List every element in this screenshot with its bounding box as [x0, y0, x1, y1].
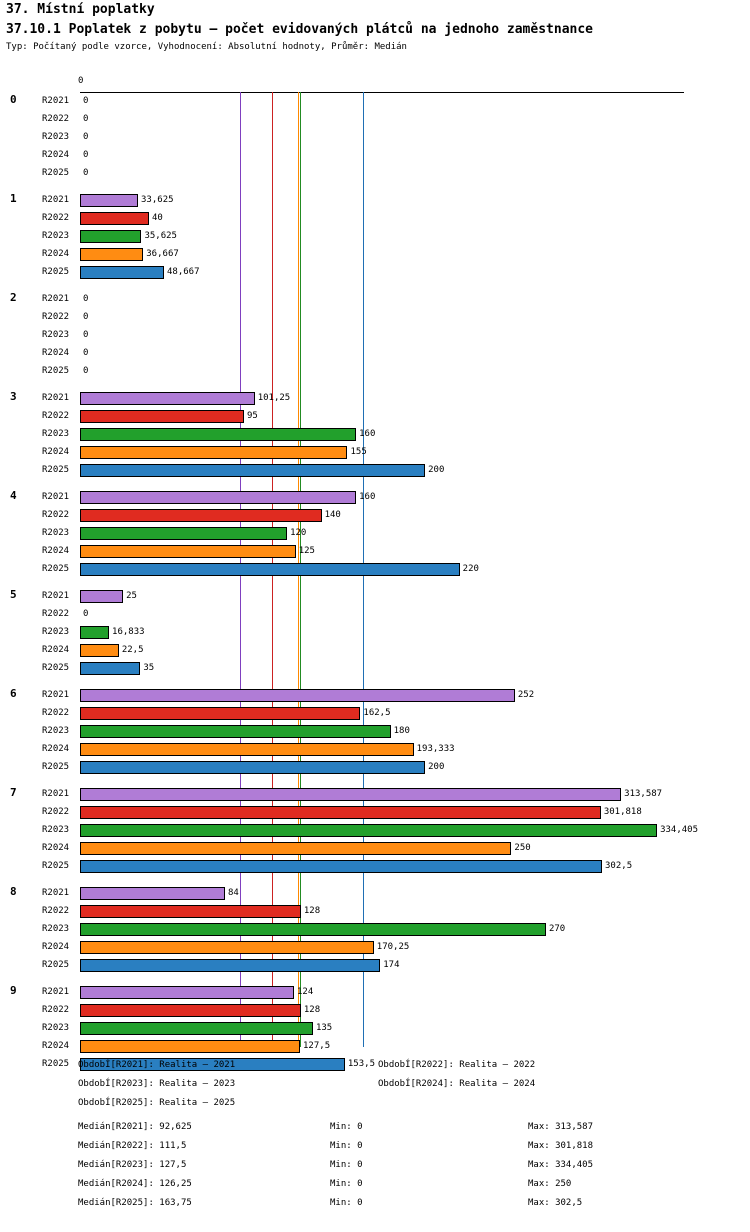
stats-row: [0, 1141, 750, 1160]
chart-row: [0, 938, 750, 956]
row-label-r2023: R2023: [42, 330, 70, 340]
bar-value-label: 128: [303, 1005, 321, 1015]
bar-value-label: 0: [83, 609, 89, 619]
bar-r2023: [80, 428, 356, 441]
chart-row: [0, 290, 750, 308]
row-label-r2022: R2022: [42, 807, 70, 817]
bar-r2024: [80, 446, 347, 459]
bar-r2024: [80, 743, 414, 756]
chart-row: [0, 839, 750, 857]
bar-r2023: [80, 527, 287, 540]
bar-value-label: 160: [359, 492, 376, 502]
bar-value-label: 125: [298, 546, 315, 556]
chart-row: [0, 263, 750, 281]
bar-value-label: 35: [143, 663, 155, 673]
bar-r2025: [80, 563, 460, 576]
row-label-r2024: R2024: [42, 546, 70, 556]
bar-r2021: [80, 986, 294, 999]
bar-value-label: 200: [428, 762, 445, 772]
chart-row: [0, 956, 750, 974]
bar-value-label: 128: [303, 906, 321, 916]
bar-r2022: [80, 1004, 301, 1017]
bar-value-label: 334,405: [660, 825, 699, 835]
row-label-r2024: R2024: [42, 942, 70, 952]
bar-r2021: [80, 194, 138, 207]
row-label-r2021: R2021: [42, 591, 70, 601]
chart-title: 37.10.1 Poplatek z pobytu – počet evidovaných plátců na jednoho zaměstnance: [6, 22, 593, 37]
bar-value-label: 127,5: [303, 1041, 331, 1051]
chart-row: [0, 902, 750, 920]
bar-value-label: 84: [227, 888, 239, 898]
bar-r2021: [80, 590, 123, 603]
bar-r2024: [80, 644, 119, 657]
chart-row: [0, 245, 750, 263]
chart-row: [0, 560, 750, 578]
group-label: 0: [10, 93, 17, 106]
chart-row: [0, 443, 750, 461]
row-label-r2025: R2025: [42, 465, 70, 475]
bar-value-label: 193,333: [416, 744, 455, 754]
row-label-r2021: R2021: [42, 393, 70, 403]
row-label-r2023: R2023: [42, 627, 70, 637]
bar-r2021: [80, 392, 255, 405]
bar-value-label: 250: [514, 843, 531, 853]
bar-value-label: 0: [83, 312, 89, 322]
legend-row: [0, 1079, 750, 1098]
bar-r2024: [80, 941, 374, 954]
row-label-r2023: R2023: [42, 726, 70, 736]
axis-zero-label: 0: [78, 76, 84, 86]
bar-value-label: 0: [83, 168, 89, 178]
group-label: 2: [10, 291, 17, 304]
bar-value-label: 0: [83, 366, 89, 376]
chart-row: [0, 227, 750, 245]
bar-r2022: [80, 905, 301, 918]
chart-row: [0, 803, 750, 821]
bar-r2024: [80, 842, 511, 855]
bar-value-label: 135: [315, 1023, 333, 1033]
chart-row: [0, 857, 750, 875]
bar-r2024: [80, 1040, 300, 1053]
bar-value-label: 101,25: [257, 393, 291, 403]
row-label-r2021: R2021: [42, 888, 70, 898]
bar-value-label: 33,625: [141, 195, 174, 205]
median-r2024: Medián[R2024]: 126,25: [78, 1179, 192, 1189]
row-label-r2021: R2021: [42, 96, 70, 106]
legend-item-r2023: ObdobÍ[R2023]: Realita – 2023: [78, 1079, 236, 1089]
bar-r2025: [80, 761, 425, 774]
chart-row: [0, 920, 750, 938]
group-label: 6: [10, 687, 17, 700]
row-label-r2024: R2024: [42, 249, 70, 259]
legend-item-r2022: ObdobÍ[R2022]: Realita – 2022: [378, 1060, 536, 1070]
chart-row: [0, 191, 750, 209]
chart-row: [0, 641, 750, 659]
row-label-r2025: R2025: [42, 861, 70, 871]
bar-value-label: 200: [428, 465, 445, 475]
row-label-r2024: R2024: [42, 150, 70, 160]
group-label: 3: [10, 390, 17, 403]
chart-row: [0, 785, 750, 803]
chart-row: [0, 623, 750, 641]
bar-value-label: 0: [83, 150, 89, 160]
chart-row: [0, 128, 750, 146]
row-label-r2024: R2024: [42, 447, 70, 457]
bar-value-label: 153,5: [347, 1059, 375, 1069]
row-label-r2023: R2023: [42, 231, 70, 241]
bar-value-label: 124: [296, 987, 314, 997]
bar-r2021: [80, 491, 356, 504]
group-label: 8: [10, 885, 17, 898]
bar-r2025: [80, 464, 425, 477]
row-label-r2025: R2025: [42, 267, 70, 277]
stats-row: [0, 1122, 750, 1141]
min-r2024: Min: 0: [330, 1179, 363, 1189]
min-r2021: Min: 0: [330, 1122, 363, 1132]
chart-row: [0, 605, 750, 623]
bar-r2025: [80, 860, 602, 873]
chart-row: [0, 326, 750, 344]
stats-block: [0, 1122, 750, 1217]
row-label-r2024: R2024: [42, 348, 70, 358]
legend-row: [0, 1098, 750, 1117]
row-label-r2025: R2025: [42, 762, 70, 772]
legend-row: [0, 1060, 750, 1079]
bar-value-label: 313,587: [624, 789, 663, 799]
row-label-r2022: R2022: [42, 708, 70, 718]
row-label-r2024: R2024: [42, 645, 70, 655]
legend-item-r2024: ObdobÍ[R2024]: Realita – 2024: [378, 1079, 536, 1089]
chart-row: [0, 425, 750, 443]
bar-value-label: 180: [393, 726, 410, 736]
bar-value-label: 48,667: [166, 267, 200, 277]
row-label-r2023: R2023: [42, 132, 70, 142]
min-r2022: Min: 0: [330, 1141, 363, 1151]
bar-value-label: 120: [290, 528, 307, 538]
chart-row: [0, 821, 750, 839]
row-label-r2022: R2022: [42, 411, 70, 421]
bar-value-label: 160: [359, 429, 376, 439]
bar-value-label: 0: [83, 294, 89, 304]
median-r2023: Medián[R2023]: 127,5: [78, 1160, 187, 1170]
chart-row: [0, 758, 750, 776]
group-label: 7: [10, 786, 17, 799]
row-label-r2024: R2024: [42, 843, 70, 853]
bar-r2022: [80, 212, 149, 225]
group-label: 5: [10, 588, 17, 601]
bar-r2022: [80, 806, 601, 819]
chart-row: [0, 146, 750, 164]
bar-r2025: [80, 959, 380, 972]
chart-row: [0, 704, 750, 722]
chart-row: [0, 389, 750, 407]
bar-r2025: [80, 266, 164, 279]
chart-row: [0, 209, 750, 227]
stats-row: [0, 1198, 750, 1217]
max-r2024: Max: 250: [528, 1179, 572, 1189]
chart-row: [0, 740, 750, 758]
bar-value-label: 174: [383, 960, 400, 970]
bar-r2024: [80, 545, 296, 558]
chart-row: [0, 344, 750, 362]
bar-value-label: 155: [350, 447, 367, 457]
bar-value-label: 220: [462, 564, 479, 574]
row-label-r2021: R2021: [42, 294, 70, 304]
min-r2023: Min: 0: [330, 1160, 363, 1170]
row-label-r2021: R2021: [42, 690, 70, 700]
bar-value-label: 0: [83, 96, 89, 106]
bar-value-label: 0: [83, 330, 89, 340]
bar-value-label: 40: [152, 213, 163, 223]
legend: [0, 1060, 750, 1117]
bar-r2024: [80, 248, 143, 261]
bar-r2022: [80, 509, 322, 522]
bar-value-label: 170,25: [376, 942, 410, 952]
row-label-r2022: R2022: [42, 1005, 70, 1015]
legend-item-r2025: ObdobÍ[R2025]: Realita – 2025: [78, 1098, 236, 1108]
bar-value-label: 36,667: [146, 249, 179, 259]
row-label-r2023: R2023: [42, 429, 70, 439]
bar-r2023: [80, 923, 546, 936]
row-label-r2021: R2021: [42, 987, 70, 997]
bar-r2023: [80, 230, 141, 243]
stats-row: [0, 1179, 750, 1198]
group-label: 4: [10, 489, 17, 502]
chart-row: [0, 488, 750, 506]
row-label-r2025: R2025: [42, 366, 70, 376]
row-label-r2022: R2022: [42, 906, 70, 916]
bar-value-label: 301,818: [603, 807, 642, 817]
max-r2021: Max: 313,587: [528, 1122, 594, 1132]
chart-row: [0, 407, 750, 425]
row-label-r2022: R2022: [42, 312, 70, 322]
bar-r2023: [80, 1022, 313, 1035]
chart-row: [0, 1037, 750, 1055]
bar-value-label: 162,5: [363, 708, 391, 718]
bar-value-label: 270: [548, 924, 566, 934]
chart-row: [0, 164, 750, 182]
chart-row: [0, 506, 750, 524]
median-r2025: Medián[R2025]: 163,75: [78, 1198, 192, 1208]
row-label-r2022: R2022: [42, 114, 70, 124]
chart-row: [0, 308, 750, 326]
chart-subtitle: Typ: Počítaný podle vzorce, Vyhodnocení: Absolutní hodnoty, Průměr: Medián: [6, 42, 407, 52]
row-label-r2021: R2021: [42, 195, 70, 205]
row-label-r2021: R2021: [42, 492, 70, 502]
bar-r2023: [80, 626, 109, 639]
max-r2022: Max: 301,818: [528, 1141, 594, 1151]
row-label-r2025: R2025: [42, 564, 70, 574]
bar-value-label: 0: [83, 114, 89, 124]
max-r2025: Max: 302,5: [528, 1198, 583, 1208]
chart-row: [0, 1019, 750, 1037]
group-label: 9: [10, 984, 17, 997]
bar-r2022: [80, 410, 244, 423]
bar-r2025: [80, 662, 140, 675]
row-label-r2025: R2025: [42, 1059, 70, 1069]
bar-value-label: 140: [324, 510, 341, 520]
median-r2021: Medián[R2021]: 92,625: [78, 1122, 192, 1132]
chart-row: [0, 524, 750, 542]
row-label-r2024: R2024: [42, 1041, 70, 1051]
row-label-r2025: R2025: [42, 168, 70, 178]
median-r2022: Medián[R2022]: 111,5: [78, 1141, 187, 1151]
bar-r2021: [80, 788, 621, 801]
row-label-r2025: R2025: [42, 960, 70, 970]
legend-item-r2021: ObdobÍ[R2021]: Realita – 2021: [78, 1060, 236, 1070]
chart-row: [0, 542, 750, 560]
group-label: 1: [10, 192, 17, 205]
row-label-r2022: R2022: [42, 213, 70, 223]
chart-row: [0, 362, 750, 380]
bar-r2022: [80, 707, 360, 720]
row-label-r2021: R2021: [42, 789, 70, 799]
bar-value-label: 22,5: [121, 645, 144, 655]
max-r2023: Max: 334,405: [528, 1160, 594, 1170]
bar-value-label: 16,833: [112, 627, 145, 637]
chart-row: [0, 587, 750, 605]
bar-value-label: 302,5: [605, 861, 633, 871]
bar-r2021: [80, 689, 515, 702]
chart-row: [0, 722, 750, 740]
row-label-r2023: R2023: [42, 1023, 70, 1033]
row-label-r2024: R2024: [42, 744, 70, 754]
row-label-r2023: R2023: [42, 825, 70, 835]
bar-value-label: 95: [246, 411, 258, 421]
chart-row: [0, 92, 750, 110]
chart-row: [0, 686, 750, 704]
bar-value-label: 252: [517, 690, 535, 700]
min-r2025: Min: 0: [330, 1198, 363, 1208]
stats-row: [0, 1160, 750, 1179]
row-label-r2023: R2023: [42, 924, 70, 934]
bar-value-label: 25: [126, 591, 137, 601]
chart-row: [0, 884, 750, 902]
bar-r2023: [80, 824, 657, 837]
report-title: 37. Místní poplatky: [6, 2, 155, 17]
chart-row: [0, 983, 750, 1001]
chart-row: [0, 1001, 750, 1019]
bar-value-label: 35,625: [144, 231, 177, 241]
bar-value-label: 0: [83, 348, 89, 358]
bar-value-label: 0: [83, 132, 89, 142]
chart-row: [0, 461, 750, 479]
bar-r2021: [80, 887, 225, 900]
row-label-r2023: R2023: [42, 528, 70, 538]
bar-r2023: [80, 725, 391, 738]
row-label-r2025: R2025: [42, 663, 70, 673]
chart-row: [0, 659, 750, 677]
row-label-r2022: R2022: [42, 510, 70, 520]
chart-row: [0, 110, 750, 128]
row-label-r2022: R2022: [42, 609, 70, 619]
